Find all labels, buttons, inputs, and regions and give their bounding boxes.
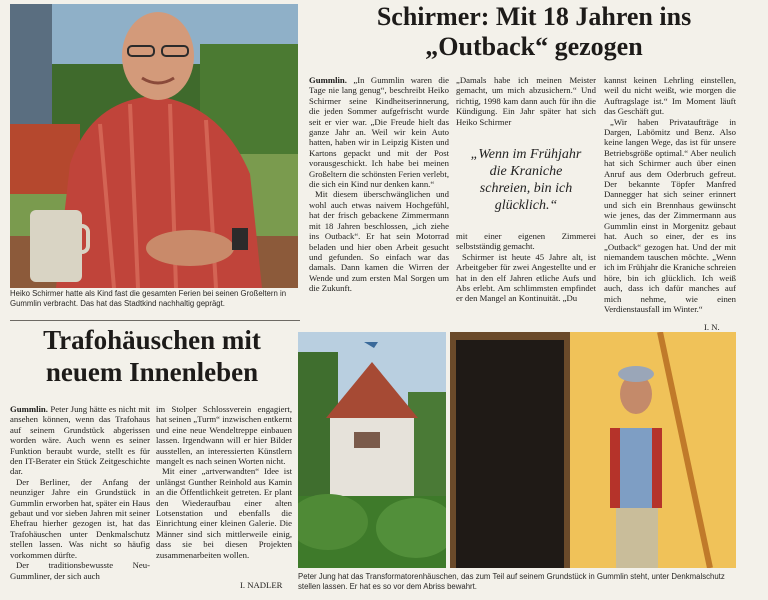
article1-column-3 [604,75,736,321]
photo-caption-jung: Peter Jung hat das Transformatorenhäuschen, das zum Teil auf seinem Grundstück in Gummlin steht, unter Denkmalschutz stellen lassen. Er hat es so vor dem Abriss bewahrt. [298,572,725,591]
headline-line: „Outback“ gezogen [425,32,643,61]
paragraph: Der Berliner, der Anfang der neunziger Jahre ein Grundstück in Gummlin erworben hat, später ein Haus gebaut und vor sieben Jahren mit seiner Ehefrau hierher gezogen ist, hat das Trafohäuschen unter Denkmalschutz stellen lassen. Was nicht so häufig vorkommen dürfte. [10,476,150,560]
pull-quote: „Wenn im Frühjahr die Kraniche schreien, bin ich glücklich.“ [470,147,582,213]
paragraph: Mit einer „artverwandten“ Idee ist unlängst Gunther Reinhold aus Kamin an die Öffentlichkeit getreten. Er plant den Wiederaufbau einer alten Lotsenstation und ebenfalls die Einrichtung einer kleinen Galerie. Die Männer sind sich mittlerweile einig, dass sie bei diesen Projekten zusammenarbeiten wollen. [156,466,292,560]
author-signature: I. N. [704,322,720,332]
paragraph: mit einer eigenen Zimmerei selbstständig gemacht. [456,231,596,252]
paragraph: „In Gummlin waren die Tage nie lang genug“, beschreibt Heiko Schirmer seine Kindheitserinnerung, die jeden Sommer aufgefrischt wurde seit er vier war. „Die Freude hielt das ganze Jahr an. Weil wir kein Auto hatten, haben wir in Leipzig Kisten und Kartons gepackt und mit der Post vorausgeschickt. Ich habe bei meinen Großeltern die schönsten Ferien verlebt, die sich ein Kind nur denken kann.“ [309,75,449,190]
paragraph: Schirmer ist heute 45 Jahre alt, ist Arbeitgeber für zwei Angestellte und er hat in den elf Jahren etliche Aufs und Abs erlebt. Am schlimmsten empfindet er den Mangel an Kontinuität. „Du [456,251,596,304]
article-headline-schirmer [306,2,762,62]
paragraph: Der traditionsbewusste Neu-Gummliner, der sich auch [10,560,150,581]
dateline: Gummlin. [10,404,48,414]
article1-column-2-continued [456,231,596,331]
paragraph: Peter Jung hätte es nicht mit ansehen können, wenn das Trafohaus auf seinem Grundstück abgerissen worden wäre. Auch wenn es seiner Funktion beraubt wurde, stellt es für den IT-Berater ein Stück Zeitgeschichte dar. [10,404,150,477]
article2-column-1 [10,404,150,592]
paragraph: „Wir haben Privataufträge in Dargen, Labömitz und Benz. Also keine langen Wege, das ist für unsere Betriebsgröße optimal.“ Aber neulich hat sich Schirmer auch über einen Anruf aus dem Oderbruch gefreut. Der bekannte Töpfer Manfred Dannegger hat sich seiner erinnert und sich ein Brennhaus gewünscht wie jenes, das der Zimmermann aus Gummlin einst in Morgenitz gebaut hat. Auch so einer, der es ins „Outback“ gezogen hat. Und der mit niemandem tauschen möchte. „Wenn ich im Frühjahr die Kraniche schreien höre, bin ich glücklich. Ich weiß auch, dass ich dafür manches auf mich nehme, wie einen Verdienstausfall im Winter.“ [604,116,736,314]
photo-heiko-schirmer [10,4,298,288]
headline-line: neuem Innenleben [45,357,259,387]
author-signature: I. NADLER [240,580,283,590]
headline-line: Schirmer: Mit 18 Jahren ins [376,2,692,31]
paragraph: kannst keinen Lehrling einstellen, weil du nicht weißt, wie morgen die Auftragslage ist.“ Im Moment läuft das Geschäft gut. [604,75,736,117]
paragraph: Mit diesem überschwänglichen und wohl auch etwas naivem Hochgefühl, hat der frisch gebackene Zimmermann mit 18 Jahren beschlossen, „ich ziehe ins Outback“. Er hat sein Motorrad beladen und hier oben Arbeit gesucht und gefunden. So einfach war das damals. Dann kamen die Wirren der Wende und zum ersten Mal Sorgen um die Zukunft. [309,189,449,294]
article1-column-1 [309,75,449,331]
article2-column-2 [156,404,292,580]
dateline: Gummlin. [309,75,347,85]
article-headline-trafo [14,324,290,388]
article1-column-2 [456,75,596,137]
paragraph: „Damals habe ich meinen Meister gemacht, um mich abzusichern.“ Und richtig, 1998 kam dann auch für ihn die Kündigung. Ein Jahr später hat sich Heiko Schirmer [456,75,596,127]
photo-trafo-house [298,332,446,568]
photo-peter-jung [450,332,736,568]
headline-line: Trafohäuschen mit [43,325,261,355]
article-divider [10,320,300,321]
photo-caption-schirmer: Heiko Schirmer hatte als Kind fast die gesamten Ferien bei seinen Großeltern in Gummlin verbracht. Das hat das Stadtkind nachhaltig geprägt. [10,289,287,308]
paragraph: im Stolper Schlossverein engagiert, hat seinen „Turm“ inzwischen entkernt und eine neue Wendeltreppe einbauen lassen. Irgendwann will er hier Bilder ausstellen, an interessierten Künstlern mangelt es nach seinen Worten nicht. [156,404,292,467]
